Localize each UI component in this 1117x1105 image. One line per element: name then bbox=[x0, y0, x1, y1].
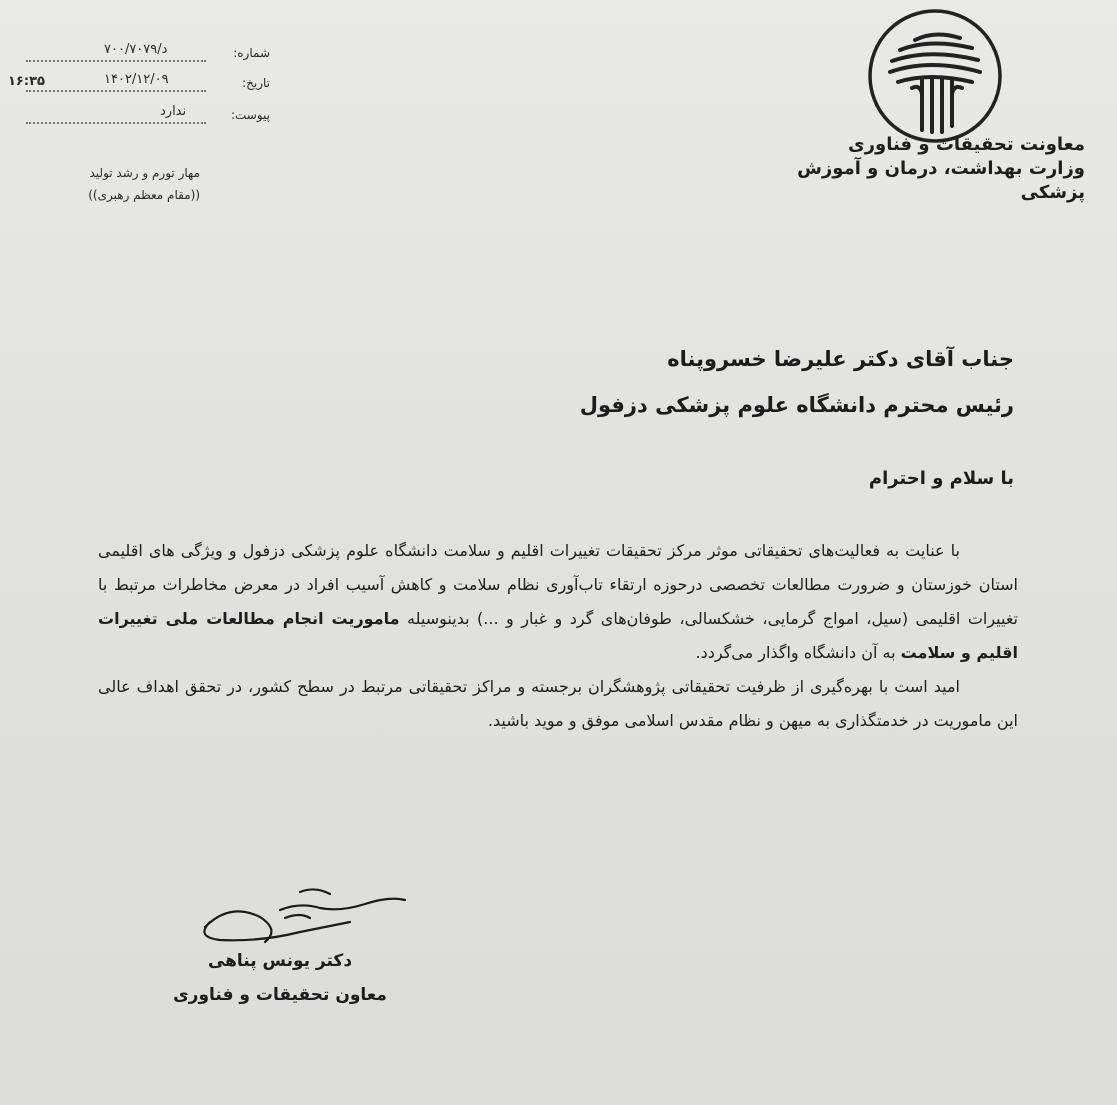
letter-meta bbox=[0, 44, 300, 140]
signatory-title: معاون تحقیقات و فناوری bbox=[173, 985, 387, 1005]
signatory-name: دکتر یونس پناهی bbox=[207, 951, 353, 971]
body-paragraph-2: امید است با بهره‌گیری از ظرفیت تحقیقاتی پژوهشگران برجسته و مراکز تحقیقاتی مرتبط در سطح کشور، در تحقق اهداف عالی این ماموریت در خدمتگذاری به میهن و نظام مقدس اسلامی موفق و موید باشید. bbox=[98, 677, 1018, 730]
letter-body bbox=[98, 534, 1018, 738]
number-row bbox=[0, 42, 300, 68]
attachment-row bbox=[0, 104, 300, 130]
organization-name bbox=[755, 133, 1085, 205]
date-row bbox=[0, 72, 300, 98]
body-paragraph-1 bbox=[98, 534, 1018, 670]
attachment-label: پیوست: bbox=[230, 108, 270, 122]
date-value: ۱۴۰۲/۱۲/۰۹ bbox=[104, 72, 169, 87]
time-value: ۱۶:۳۵ bbox=[8, 74, 45, 89]
greeting: با سلام و احترام bbox=[868, 468, 1014, 489]
addressee-name: جناب آقای دکتر علیرضا خسروپناه bbox=[667, 347, 1014, 371]
addressee-title: رئیس محترم دانشگاه علوم پزشکی دزفول bbox=[579, 393, 1014, 417]
number-value: د/۷۰۰/۷۰۷۹ bbox=[104, 42, 168, 57]
body-p1-bold: ماموریت انجام مطالعات ملی تغییرات اقلیم و سلامت bbox=[98, 609, 1018, 662]
signatory bbox=[150, 944, 410, 1012]
organization-line2: وزارت بهداشت، درمان و آموزش پزشکی bbox=[797, 158, 1085, 203]
body-p1-part2: به آن دانشگاه واگذار می‌گردد. bbox=[695, 643, 901, 662]
motto bbox=[40, 162, 200, 206]
motto-line1: مهار تورم و رشد تولید bbox=[89, 166, 200, 180]
attachment-value: ندارد bbox=[160, 104, 187, 119]
number-label: شماره: bbox=[233, 46, 270, 60]
organization-line1: معاونت تحقیقات و فناوری bbox=[848, 134, 1085, 155]
motto-line2: ((مقام معظم رهبری)) bbox=[88, 188, 200, 202]
date-label: تاریخ: bbox=[242, 76, 270, 90]
addressee bbox=[414, 336, 1014, 428]
body-p1-part1: با عنایت به فعالیت‌های تحقیقاتی موثر مرکز تحقیقات تغییرات اقلیم و سلامت دانشگاه علوم پزشکی دزفول و ویژگی های اقلیمی استان خوزستان و ضرورت مطالعات تخصصی درحوزه ارتقاء تاب‌آوری نظام سلامت و کاهش آسیب افراد در معرض مخاطرات مرتبط با تغییرات اقلیمی (سیل، امواج گرمایی، خشکسالی، طوفان‌های گرد و غبار و ...) بدینوسیله bbox=[98, 541, 1019, 628]
